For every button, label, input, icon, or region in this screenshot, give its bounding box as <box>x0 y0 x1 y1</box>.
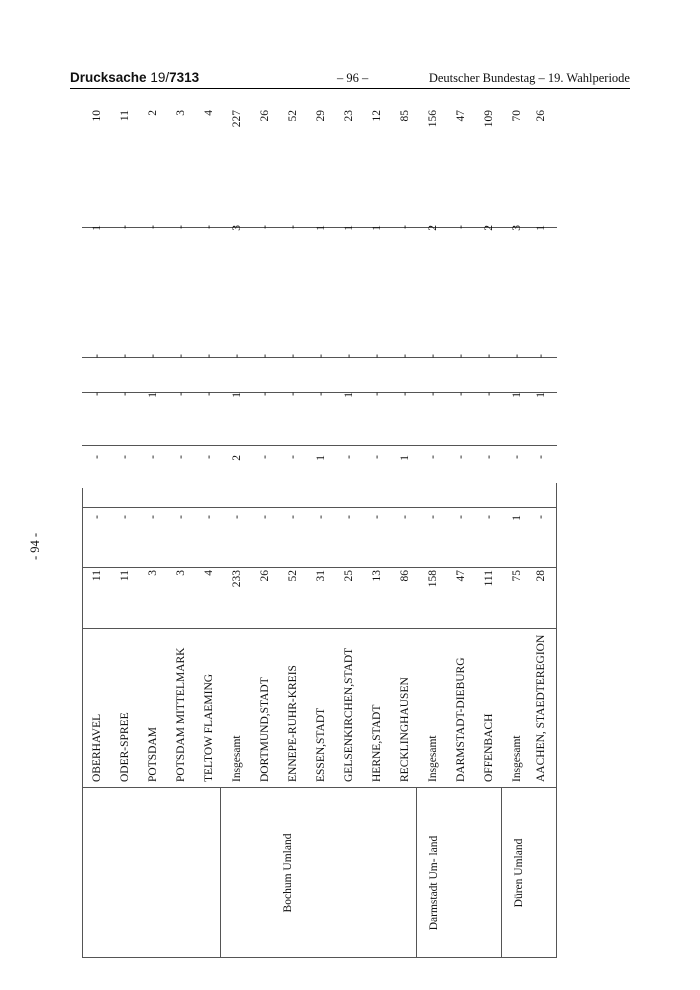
doc-number-prefix: 19/ <box>150 70 170 85</box>
page-number: – 96 – <box>337 71 369 85</box>
row-name: OFFENBACH <box>483 713 495 782</box>
doc-label: Drucksache <box>70 70 147 85</box>
cell-g: 4 <box>203 110 215 116</box>
cell-g: 3 <box>175 110 187 116</box>
cell-d: - <box>203 392 215 396</box>
cell-b: - <box>287 515 299 519</box>
cell-d: - <box>455 392 467 396</box>
cell-b: - <box>371 515 383 519</box>
cell-e: - <box>315 354 327 358</box>
cell-f: - <box>287 225 299 229</box>
cell-b: - <box>483 515 495 519</box>
cell-a: 26 <box>259 570 271 582</box>
col-rule-b <box>82 507 557 508</box>
cell-g: 52 <box>287 110 299 122</box>
cell-e: - <box>511 354 523 358</box>
cell-a: 28 <box>535 570 547 582</box>
row-name: DARMSTADT-DIEBURG <box>455 657 467 782</box>
col-rule-c <box>82 445 557 446</box>
cell-d: 1 <box>511 392 523 398</box>
cell-a: 47 <box>455 570 467 582</box>
cell-c: 1 <box>315 455 327 461</box>
cell-g: 10 <box>91 110 103 122</box>
cell-f: 1 <box>315 225 327 231</box>
cell-e: - <box>483 354 495 358</box>
row-name: ENNEPE-RUHR-KREIS <box>287 665 299 782</box>
cell-b: - <box>427 515 439 519</box>
cell-a: 111 <box>483 570 495 587</box>
cell-e: - <box>287 354 299 358</box>
cell-d: - <box>175 392 187 396</box>
table-edge-left <box>82 957 557 958</box>
row-name: OBERHAVEL <box>91 713 103 782</box>
cell-c: 2 <box>231 455 243 461</box>
row-name: HERNE,STADT <box>371 704 383 782</box>
cell-f: 1 <box>535 225 547 231</box>
cell-c: - <box>175 455 187 459</box>
cell-f: 3 <box>231 225 243 231</box>
cell-b: - <box>147 515 159 519</box>
cell-g: 156 <box>427 110 439 128</box>
cell-a: 52 <box>287 570 299 582</box>
cell-f: 2 <box>427 225 439 231</box>
cell-b: 1 <box>511 515 523 521</box>
cell-d: 1 <box>231 392 243 398</box>
cell-e: - <box>91 354 103 358</box>
cell-f: 1 <box>343 225 355 231</box>
cell-g: 109 <box>483 110 495 128</box>
cell-g: 29 <box>315 110 327 122</box>
row-name: POTSDAM MITTELMARK <box>175 647 187 782</box>
table-edge-bottom <box>556 483 557 958</box>
cell-b: - <box>315 515 327 519</box>
page-header <box>70 70 630 90</box>
row-name: GELSENKIRCHEN,STADT <box>343 647 355 782</box>
cell-f: - <box>119 225 131 229</box>
cell-e: - <box>175 354 187 358</box>
cell-a: 31 <box>315 570 327 582</box>
cell-b: - <box>343 515 355 519</box>
col-rule-values <box>82 628 557 629</box>
row-name: RECKLINGHAUSEN <box>399 677 411 782</box>
cell-g: 2 <box>147 110 159 116</box>
cell-f: 1 <box>91 225 103 231</box>
row-name: ODER-SPREE <box>119 712 131 782</box>
cell-g: 70 <box>511 110 523 122</box>
cell-c: - <box>147 455 159 459</box>
cell-a: 233 <box>231 570 243 588</box>
cell-d: - <box>119 392 131 396</box>
col-rule-names <box>82 787 557 788</box>
group-label: Bochum Umland <box>282 833 294 913</box>
row-name: DORTMUND,STADT <box>259 677 271 782</box>
cell-e: - <box>399 354 411 358</box>
cell-f: - <box>147 225 159 229</box>
cell-c: - <box>483 455 495 459</box>
cell-c: - <box>259 455 271 459</box>
cell-e: - <box>371 354 383 358</box>
cell-f: - <box>455 225 467 229</box>
cell-e: - <box>203 354 215 358</box>
cell-c: - <box>535 455 547 459</box>
cell-c: - <box>343 455 355 459</box>
cell-b: - <box>535 515 547 519</box>
cell-c: - <box>455 455 467 459</box>
header-rule <box>70 88 630 89</box>
data-table <box>82 108 557 958</box>
cell-f: - <box>203 225 215 229</box>
cell-f: 1 <box>371 225 383 231</box>
cell-f: - <box>259 225 271 229</box>
cell-a: 158 <box>427 570 439 588</box>
cell-c: - <box>371 455 383 459</box>
cell-a: 3 <box>147 570 159 576</box>
group-rule-1 <box>220 788 221 958</box>
cell-f: - <box>399 225 411 229</box>
cell-e: - <box>535 354 547 358</box>
cell-f: - <box>175 225 187 229</box>
cell-d: - <box>427 392 439 396</box>
doc-number: 7313 <box>169 70 200 85</box>
group-rule-3 <box>501 788 502 958</box>
cell-a: 3 <box>175 570 187 576</box>
cell-a: 11 <box>119 570 131 582</box>
cell-d: 1 <box>343 392 355 398</box>
row-name: POTSDAM <box>147 727 159 782</box>
cell-g: 11 <box>119 110 131 122</box>
cell-a: 13 <box>371 570 383 582</box>
col-rule-a <box>82 567 557 568</box>
cell-a: 25 <box>343 570 355 582</box>
cell-e: - <box>119 354 131 358</box>
cell-c: - <box>287 455 299 459</box>
group-rule-2 <box>416 788 417 958</box>
cell-d: - <box>259 392 271 396</box>
cell-c: - <box>203 455 215 459</box>
cell-g: 12 <box>371 110 383 122</box>
cell-b: - <box>203 515 215 519</box>
cell-d: - <box>315 392 327 396</box>
row-name: ESSEN,STADT <box>315 707 327 782</box>
cell-e: - <box>231 354 243 358</box>
cell-e: - <box>427 354 439 358</box>
cell-d: - <box>483 392 495 396</box>
cell-d: 1 <box>147 392 159 398</box>
group-label: Darmstadt Um- land <box>428 835 440 931</box>
cell-b: - <box>231 515 243 519</box>
cell-c: - <box>511 455 523 459</box>
row-name: Insgesamt <box>231 735 243 782</box>
cell-d: - <box>399 392 411 396</box>
cell-g: 227 <box>231 110 243 128</box>
row-name: AACHEN, STAEDTEREGION <box>535 634 547 782</box>
cell-a: 11 <box>91 570 103 582</box>
cell-e: - <box>259 354 271 358</box>
cell-b: - <box>175 515 187 519</box>
cell-e: - <box>147 354 159 358</box>
publisher: Deutscher Bundestag – 19. Wahlperiode <box>428 71 630 85</box>
cell-d: - <box>371 392 383 396</box>
cell-f: 2 <box>483 225 495 231</box>
cell-d: - <box>287 392 299 396</box>
cell-d: 1 <box>535 392 547 398</box>
cell-c: - <box>119 455 131 459</box>
cell-e: - <box>455 354 467 358</box>
row-name: Insgesamt <box>427 735 439 782</box>
cell-g: 26 <box>535 110 547 122</box>
cell-c: - <box>427 455 439 459</box>
cell-b: - <box>91 515 103 519</box>
cell-c: 1 <box>399 455 411 461</box>
document-number <box>70 70 199 85</box>
cell-f: 3 <box>511 225 523 231</box>
row-name: Insgesamt <box>511 735 523 782</box>
table-edge-top <box>82 488 83 958</box>
cell-b: - <box>119 515 131 519</box>
cell-b: - <box>259 515 271 519</box>
cell-a: 86 <box>399 570 411 582</box>
group-label: Düren Umland <box>513 838 525 908</box>
cell-e: - <box>343 354 355 358</box>
cell-a: 4 <box>203 570 215 576</box>
cell-g: 85 <box>399 110 411 122</box>
cell-g: 23 <box>343 110 355 122</box>
cell-d: - <box>91 392 103 396</box>
cell-b: - <box>399 515 411 519</box>
cell-c: - <box>91 455 103 459</box>
inner-page-number: - 94 - <box>28 532 42 560</box>
cell-g: 26 <box>259 110 271 122</box>
cell-g: 47 <box>455 110 467 122</box>
cell-a: 75 <box>511 570 523 582</box>
cell-b: - <box>455 515 467 519</box>
row-name: TELTOW FLAEMING <box>203 673 215 782</box>
